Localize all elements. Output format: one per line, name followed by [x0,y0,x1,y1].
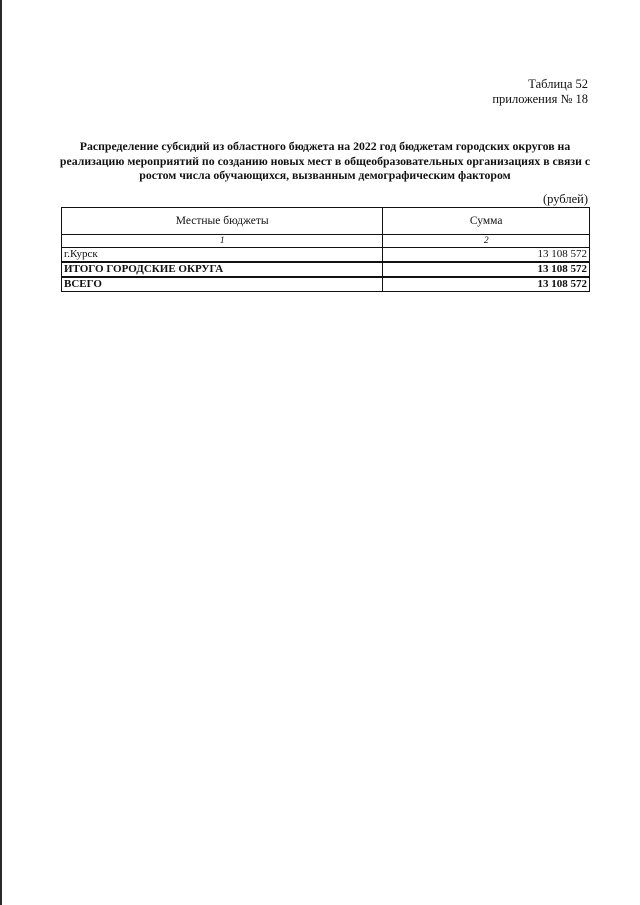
title-line-1: Распределение субсидий из областного бюджета на 2022 год бюджетам городских округов на [79,139,571,153]
table-number: Таблица 52 [528,77,588,91]
scan-edge-line [0,0,2,905]
table-reference [492,77,588,107]
title-line-3: ростом числа обучающихся, вызванным демографическим фактором [139,168,511,182]
row-label: г.Курск [62,248,383,263]
subsidy-table [61,207,590,292]
subtotal-label: ИТОГО ГОРОДСКИЕ ОКРУГА [62,262,383,277]
total-row [62,277,590,292]
row-amount: 13 108 572 [383,248,590,263]
document-title [58,139,592,183]
column-header-budgets: Местные бюджеты [62,208,383,235]
column-header-amount: Сумма [383,208,590,235]
title-line-2: реализацию мероприятий по созданию новых мест в общеобразовательных организациях в связи с [59,153,591,168]
subtotal-amount: 13 108 572 [383,262,590,277]
subtotal-row [62,262,590,277]
column-number-2: 2 [383,235,590,248]
total-amount: 13 108 572 [383,277,590,292]
table-row [62,248,590,263]
appendix-number: приложения № 18 [492,92,588,106]
units-label: (рублей) [542,192,588,206]
table-header-row [62,208,590,235]
column-number-row [62,235,590,248]
column-number-1: 1 [62,235,383,248]
total-label: ВСЕГО [62,277,383,292]
